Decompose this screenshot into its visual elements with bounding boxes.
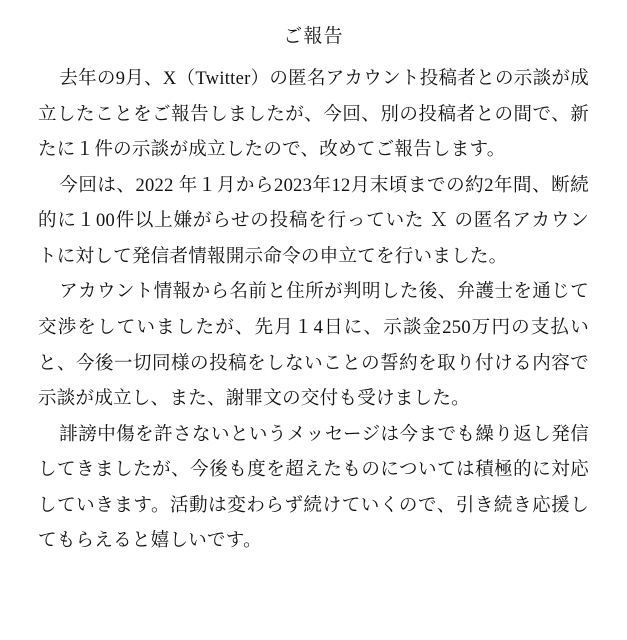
paragraph-4: 誹謗中傷を許さないというメッセージは今までも繰り返し発信してきましたが、今後も度を超えたものについては積極的に対応していきます。活動は変わらず続けていくので、引き続き応援してもらえると嬉しいです。 [38, 424, 589, 552]
document-body [38, 62, 589, 559]
paragraph-3: アカウント情報から名前と住所が判明した後、弁護士を通じて交渉をしていましたが、先月１4日に、示談金250万円の支払いと、今後一切同様の投稿をしないことの誓約を取り付ける内容で示談が成立し、また、謝罪文の交付も受けました。 [38, 282, 589, 410]
paragraph-2: 今回は、2022 年１月から2023年12月末頃までの約2年間、断続的に１00件以上嫌がらせの投稿を行っていた Ｘ の匿名アカウントに対して発信者情報開示命令の申立てを行いました。 [38, 175, 589, 267]
page-title: ご報告 [283, 26, 344, 47]
paragraph-1: 去年の9月、X（Twitter）の匿名アカウント投稿者との示談が成立したことをご報告しましたが、今回、別の投稿者との間で、新たに１件の示談が成立したので、改めてご報告します。 [38, 69, 589, 161]
